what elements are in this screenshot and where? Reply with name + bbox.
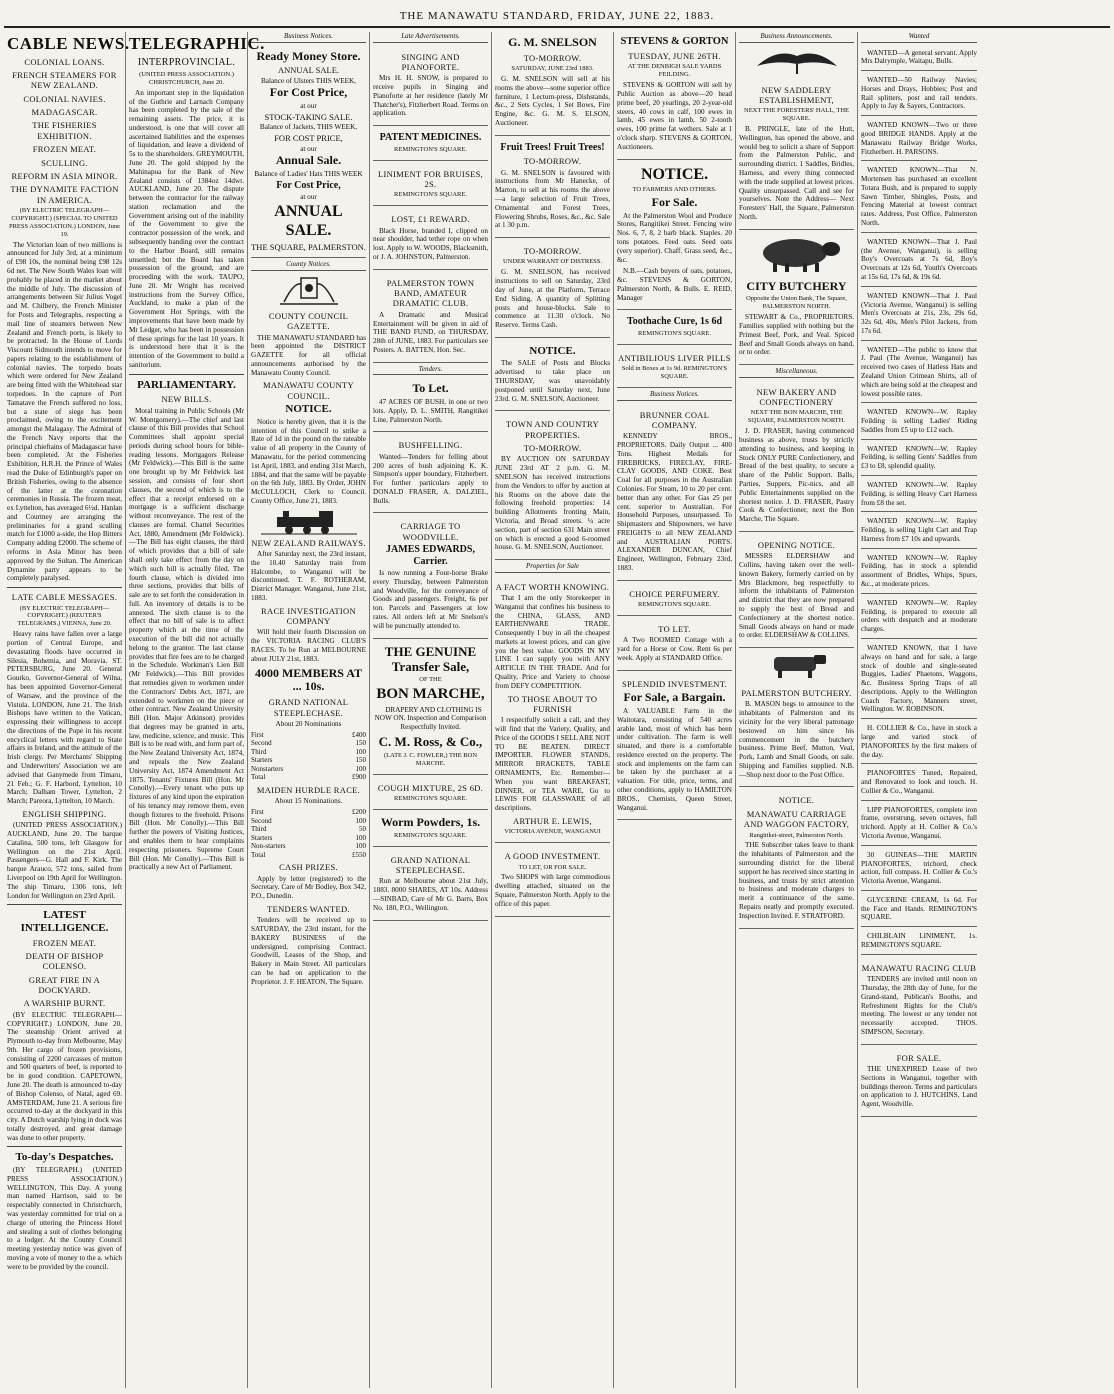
ad-sub: REMINGTON'S SQUARE. [394,191,467,199]
table-cell: Starters [251,833,273,842]
hurdle-heading: MAIDEN HURDLE RACE. [256,784,361,795]
heading-frozen-meat: FROZEN MEAT. [32,144,97,155]
ad-heading: TO LET. [658,624,691,635]
table-row [251,765,366,774]
race-heading: RACE INVESTIGATION COMPANY [261,605,356,627]
table-row [251,834,366,843]
ad-title: NOTICE. [640,165,709,183]
ad-sub: OF THE [419,676,442,684]
wanted-item: GLYCERINE CREAM, 1s 6d. For the Face and Hands. REMINGTON'S SQUARE. [861,893,977,927]
column-heading: Business Notices. [251,32,366,43]
new-bills-heading: NEW BILLS. [161,394,212,405]
ad-sub: REMINGTON'S SQUARE. [638,601,711,609]
ad-heading: MANAWATU RACING CLUB [861,962,977,973]
english-shipping-body: (UNITED PRESS ASSOCIATION.) AUCKLAND, June 20. The barque Catalina, 500 tons, left Glasgow for Wellington on the 21st April. Passengers—G. Hall and F. Kirk. The barque Arauco, 572 tons, sailed from Liverpool on 19th April for Wellington. The ship Timaru, 1306 tons, left London for Wellington on 23rd April. [7,821,122,900]
table-cell: 50 [359,825,366,834]
ad-heading: TO-MORROW. [523,443,582,454]
bushfelling-ad [373,434,488,513]
ad-body: That I am the only Storekeeper in Wanganui that confines his business to the CHINA, GLASS, AND EARTHENWARE TRADE. Consequently I buy in all the cheapest markets at lowest prices, and can give you the best value. GOODS IN MY LINE I can supply you with ANY ARTICLE IN THE TRADE. And for Quality, Price and Variety to choose from DEFY COMPETITION. [495,593,610,690]
coal-ad [617,404,732,581]
table-cell: £900 [352,773,366,782]
ad-title: Fruit Trees! Fruit Trees! [500,141,605,153]
ad-body: A Two ROOMED Cottage with a yard for a Horse or Cow. Rent 6s per week. Apply at STANDARD Office. [617,636,732,663]
ad-body: DRAPERY AND CLOTHING IS NOW ON. Inspection and Comparison Respectfully Invited. [374,705,487,732]
ad-heading: ARTHUR E. LEWIS, [513,815,592,826]
ad-heading: COUGH MIXTURE, 2S 6D. [377,782,484,793]
ad-body: 47 ACRES OF BUSH, in one or two lots. Apply, D. L. SMITH, Rangitikei Line, Palmerston North. [373,398,488,424]
table-cell: 150 [355,739,366,748]
wanted-item: WANTED KNOWN—W. Rapley Feilding, is selling Heavy Cart Harness from £8 the set. [861,478,977,512]
heading-madagascar: MADAGASCAR. [31,107,98,118]
table-row [251,773,366,782]
gns-shares-ad [373,849,488,921]
toothache-ad [617,312,732,344]
ad-body: Is now running a Four-horse Brake every Thursday, between Palmerston and Woodville, for the conveyance of Goods and passengers. Freight, 6s per ton. Parcels and Passengers at low rates. All orders left at Mr Snelson's will be punctually attended to. [373,569,488,630]
ad-sub: VICTORIA AVENUE, WANGANUI [504,828,601,836]
perfumery-ad [617,583,732,616]
table-row [251,731,366,740]
miscellaneous-heading: Miscellaneous. [739,367,854,378]
table-cell: Starters [251,756,273,765]
ad-line: Annual Sale. [275,153,342,168]
ad-line: Balance of Ladies' Hats THIS WEEK [254,170,363,179]
ad-body: THE Subscriber takes leave to thank the inhabitants of Palmerston and the surrounding district for the liberal support he has received since starting in business, and trusts by strict attention to business and moderate charges to merit a continuance of the same. Repairs neatly and promptly executed. Inspection Invited. F. STRATFORD. [739,841,854,920]
railways-body: After Saturday next, the 23rd instant, the 10.40 Saturday train from Halcombe, to Wanganui will be discontinued. T. F. ROTHERAM, District Manager. Wanganui, June 21st, 1883. [251,550,366,602]
ad-line: STOCK-TAKING SALE. [264,112,353,123]
ad-body: Mrs H. H. SNOW, is prepared to receive pupils in Singing and Pianoforte at her residence (lately Mr Thatcher's), Fitzherbert Road. Terms on application. [373,74,488,118]
band-ad [373,272,488,363]
ad-body: G. M. SNELSON is favoured with instructions from Mr Hanecke, of Marton, to sell at his rooms the above—a large selection of Fruit Trees, Ornamental and Forest Trees, Flowering Shrubs, Roses, &c., &c. Sale at 1 30 p.m. [495,168,610,230]
ad-heading: LOST, £1 REWARD. [391,214,470,225]
ad-title: PATENT MEDICINES. [379,132,482,144]
ad-body: Run at Melbourne about 21st July, 1883. 8000 SHARES, AT 10s. Address—SINBAD, Care of Mr G. Barrs, Box No. 180, P.O., Wellington. [373,877,488,912]
race-body: Will hold their fourth Discussion on the VICTORIA RACING CLUB'S RACES. To be Run at MELBOURNE about JULY 21st, 1883. [251,628,366,663]
liver-pills-ad [617,347,732,388]
heading-colonial-navies: COLONIAL NAVIES. [23,93,106,104]
parliamentary-heading: PARLIAMENTARY. [137,378,236,391]
city-butchery-ad [739,276,854,366]
table-cell: Third [251,747,267,756]
ad-line: FOR COST PRICE, [274,133,343,144]
table-cell: Second [251,739,272,748]
ad-heading: SPLENDID INVESTMENT. [621,678,727,689]
column-business-notices [248,32,370,1388]
ready-money-store-ad [251,46,366,259]
ad-heading: ANNUAL SALE. [277,65,340,76]
ad-body: I respectfully solicit a call, and they will find that the Variety, Quality, and Price of the GOODS I SELL ARE NOT TO BE BEATEN. DIRECT IMPORTER. FLOWER STANDS, MIRROR BRACKETS, TABLE ORNAMENTS, Etc. Remember—When you want BREAKFAST, DINNER, or TEA WARE, Go to LEWIS FOR GLASSWARE of all descriptions. [495,716,610,813]
late-cable-body: Heavy rains have fallen over a large portion of Central Europe, and devastating floods have occurred in Silesia, Bohemia, and Moravia. ST. PETERSBURG, June 20. General Gourko, Governor-General of Wilna, has been appointed Governor-General of Warsaw, and the province of the Vistula. LONDON, June 21. The Irish Bishops have written to the Vatican, expressing their willingness to accept the directions of the Pope in his recent encyclical letters with regard to State affairs in Ireland, and the attitude of the Irish clergy. Per Merchants' Shipping and Underwriters' Association we are advised that Ganymede from Timaru, 21 Feb.; G. F. Harbord, Lyttelton, 10 March; Dalham Tower, Lyttelton, 2 March; Pareora, Lyttelton, 10 March. [7,630,122,806]
divider [7,1146,122,1147]
table-row [251,851,366,860]
bon-marche-ad [373,641,488,775]
ad-line: Balance of Ulsters THIS WEEK, [261,76,356,85]
late-cable-credit: (BY ELECTRIC TELEGRAPH—COPYRIGHT.) (REUTER'S TELEGRAMS.) VIENNA, June 20. [17,604,112,628]
table-cell: First [251,730,264,739]
ad-sub: REMINGTON'S SQUARE. [638,329,711,337]
wanted-item: WANTED KNOWN—That J. Paul (the Avenue, Wanganui), is selling Boy's Overcoats at 7s 6d, Boy's Overcoats at 12s 6d, Youth's Overcoats at 15s 6d, 17s 6d, & 19s 6d. [861,235,977,287]
column-stevens-gorton [614,32,736,1388]
ad-line: at our [300,102,317,111]
ad-sub: TO LET, OR FOR SALE. [518,863,587,871]
divider [129,374,244,375]
racing-club-ad [861,957,977,1045]
heading-dynamite: THE DYNAMITE FACTION IN AMERICA. [10,184,119,205]
ad-body: MESSRS ELDERSHAW and Collins, having taken over the well-known Bakery, formerly carried on by Mrs Blackmore, beg respectfully to inform the inhabitants of Palmerston and district that they are now prepared to supply the best of Bread and Confectionery at the shortest notice. Small Goods always on hand or made to order. ELDERSHAW & COLLINS. [739,552,854,640]
heading-french-steamers: FRENCH STEAMERS FOR NEW ZEALAND. [12,70,117,91]
ad-heading: TOWN AND COUNTRY PROPERTIES. [506,419,599,440]
wanted-item: WANTED KNOWN—W. Rapley Feilding, is selling Gents' Saddles from £3 to £8, splendid quality. [861,442,977,476]
table-cell: 100 [355,816,366,825]
gns-nominations: About 20 Nominations [275,719,342,728]
carriage-factory-ad [739,789,854,928]
wanted-item: LIPP PIANOFORTES, complete iron frame, overstrung, seven octaves, full trichord. Apply at H. Collier & Co.'s Victoria Avenue, Wanganui. [861,803,977,846]
table-row [251,842,366,851]
carrier-ad [373,515,488,638]
wanted-item: WANTED—A general servant. Apply Mrs Dalrymple, Waitapu, Bulls. [861,46,977,72]
fruit-trees-ad [495,138,610,238]
ad-sub: Sold in Boxes at 1s 9d. REMINGTON'S SQUARE. [621,365,728,381]
wanted-item: WANTED KNOWN, that I have always on hand and for sale, a large stock of double and single-seated Buggies, Ladies' Phaetons, Waggons, &c. Business Spring Traps of all descriptions. Apply to the Wellington Coach Factory, Manners street, Wellington. W. ROBINSON. [861,641,977,719]
ad-heading: ANTIBILIOUS LIVER PILLS [618,352,731,363]
ad-heading: OPENING NOTICE. [757,539,836,550]
ad-line: For Cost Price, [269,85,348,100]
ad-line: Balance of Jackets, THIS WEEK, [259,123,358,132]
cow-icon [762,651,832,679]
ad-body: STEWART & Co., PROPRIETORS. Families supplied with nothing but the Primest Beef, Pork, and Veal. Spiced Beef and Small Goods always on hand, or to order. [739,313,854,357]
despatches-heading: To-day's Despatches. [15,1151,114,1164]
farmers-notice-ad [617,162,732,311]
ad-title: Worm Powders, 1s. [380,815,481,830]
ad-sub: (LATE J. C. FOWLER,) THE BON MARCHE. [383,751,478,767]
ad-title: G. M. SNELSON [508,35,597,49]
liniment-ad [373,163,488,207]
saddlery-ad [739,79,854,230]
ad-sub: Opposite the Union Bank, The Square, PALMERSTON NORTH. [746,295,847,311]
table-row [251,825,366,834]
ad-line: For Cost Price, [276,179,341,191]
ad-heading: TO-MORROW. [523,246,582,257]
notice-body: Notice is hereby given, that it is the intention of this Council to strike a Rate of 1d in the pound on the rateable value of all property in the County of Manawatu, for the period commencing 1st April, 1883, and ending 31st March, 1884, and that the same will be payable on the 6th July, 1883. By Order, JOHN McCULLOCH, Clerk to Council. County Office, June 21, 1883. [251,417,366,505]
tenders-body: Tenders will be received up to SATURDAY, the 23rd instant, for the BAKERY BUSINESS of the undersigned, comprising Contract. Goodwill, Leases of the Shop, and Bakery in Main Street. All particulars can be had on application to the Proprietor. J. F. HEATON, The Square. [251,916,366,986]
telegraphic-title: TELEGRAPHIC. [129,34,265,53]
table-cell: 100 [355,833,366,842]
cable-body: The Victorian loan of two millions is announced for July 3rd, at a minimum of £98 10s, the nominal being £98 12s 6d net. The New South Wales loan will probably be placed in the market about the middle of July. The discussion of arrangements between Sir Julius Vogel and M. Chilbery, the French Minister for Posts and Telegraphs, respecting a mail line of steamers between New Zealand and French ports, is likely to be protracted. In the House of Lords Viscount Sidmouth intends to move for papers relating to the establishment of colonial navies. The torpedo boats which were ordered for New Zealand are being fitted with the Whitehead star torpedoes. In the capture of Port Tamatave the French suffered no loss, but a state of siege has been proclaimed, owing to the excitement amongst the Malagasy. The Admiral of the French Navy reports that the principal chieftains of Madagascar have been completed. At the Fisheries Exhibition, H.R.H. the Prince of Wales read the Duke of Edinburgh's paper on British Fisheries, owing to the absence of the latter at the coronation ceremonies in Russia. The frozen meat, ex Lyttelton, has averaged 6½d. Hanlan and Courtney are arranging the preliminaries for a grand sculling match for £1000 a-side, the Hop Bitters Company adding £2000. The scheme of reforms in Asia Minor has been approved by the Sultan. The American Dynamite party appears to be completely paralysed. [7,240,122,583]
table-cell: Total [251,773,266,782]
gns-heading: GRAND NATIONAL STEEPLECHASE. [268,697,349,718]
notice-ad [495,340,610,412]
latest-intelligence-heading: LATEST INTELLIGENCE. [20,909,109,934]
ad-body: Two SHOPS with large commodious dwelling attached, situated on the Square, Palmerston North. Apply to the office of this paper. [495,873,610,908]
wanted-item: WANTED KNOWN—Two or three good BRIDGE HANDS. Apply at the Manawatu Railway Bridge Works, Fitzherbert. H. PARSONS. [861,118,977,161]
late-cable-heading: LATE CABLE MESSAGES. [11,592,118,603]
interprovincial-body: An important step in the liquidation of the Guthrie and Larnach Company has been completed by the sale of the remaining assets. The price, it is understood, is one that will cover all ascertained liabilities and the expenses of liquidation, and leave a dividend of 5s to the shareholders. GREYMOUTH, June 20. The gold shipped by the Mahinapua for the Bank of New Zealand consists of 1384oz 14dwt. AUCKLAND, June 20. The dispute between the contractor for the railway station reclamation and the Government arising out of the inability of the Government to give the contractor possession of the work, and subsequently handing over the contract to the Harbor Board, still remains unsettled; but the Board has taken possession of the ground, and are proceeding with the work. TAUPO, June 20. Mr Wright has received instructions from the Survey Office, Auckland, to make a plan of the Government Hot Springs, with the improvements that have been made by Mr Ledger, who has been in possession of these springs for the last 10 years. It is understood here that it is the intention of the Government to build a sanitorium. [129,88,244,369]
hurdle-prize-table [251,808,366,859]
interprovincial-heading: INTERPROVINCIAL. [137,56,236,68]
ad-body: B. PRINGLE, late of the Hutt, Wellington, has opened the above, and would beg to solicit a share of Support from the Palmerston Public, and surrounding district. 1 Saddles, Bridles, Harness, and every thing connected with the trade supplied at lowest prices. Quality unsurpassed. Call and see for yourselves. Note the Address— Next Foresters' Hall, the Square, Palmerston North. [739,125,854,221]
tenders-heading: Tenders. [373,365,488,376]
heading-colonial-loans: COLONIAL LOANS. [24,56,105,67]
wanted-item: WANTED KNOWN—W. Rapley Feilding, has in stock a splendid assortment of Bridles, Whips, Spurs, &c., at moderate prices. [861,551,977,594]
stevens-gorton-ad [617,32,732,160]
gazette-body: THE MANAWATU STANDARD has been appointed the DISTRICT GAZETTE for all official announcements authorised by the Manawatu County Council. [251,333,366,377]
ad-heading: LINIMENT FOR BRUISES, 2S. [377,168,484,189]
ad-title: For Sale, a Bargain. [623,690,726,705]
investment-ad [495,845,610,916]
ad-body: Black Horse, branded I, clipped on near shoulder, had tether rope on when lost. Apply to W. WOODS, Blacksmith, or J. A. JOHNSTON, Palmerston. [373,226,488,261]
ad-body: At the Palmerston Wool and Produce Stores, Rangitikei Street. Fencing wire Nos. 6, 7, 8, 2 barb black. Staples. 20 tons potatoes. Feed oats. Seed oats (very superior). Chaff. Grass seed, &c., &c. [617,211,732,264]
ad-title: BON MARCHE, [376,686,485,703]
wanted-item: WANTED KNOWN—W. Rapley Feilding, is prepared to execute all orders with despatch and at moderate charges. [861,596,977,639]
ad-heading: NEW BAKERY AND CONFECTIONERY [756,386,837,408]
ad-sub: AT THE DENBIGH SALE YARDS FEILDING. [627,63,722,79]
ad-heading: NOTICE. [778,795,815,806]
wanted-item: H. COLLIER & Co., have in stock a large and varied stock of PIANOFORTES by the first makers of the day. [861,721,977,764]
ad-body: B. MASON begs to announce to the inhabitants of Palmerston and its vicinity for the very liberal patronage bestowed on him since his commencement in the butchery business. Prime Beef, Mutton, Veal, Pork, Lamb and Small Goods, on sale. Shipping and Families supplied. N.B.—Shop next door to the Post Office. [739,700,854,779]
ad-heading: A GOOD INVESTMENT. [504,851,601,862]
ad-sub: TO FARMERS AND OTHERS. [632,185,717,193]
ad-body: KENNEDY BROS., PROPRIETORS. Daily Output ... 400 Tons. Highest Medals for FIREBRICKS, FIRECLAY, FIRE-CLAY GOODS, AND COKE. Best Coal for all purposes in the Australian Colonies. For Steam, 10 to 20 per cent. better than any other. For Gas 25 per cent. superior to Australian. For Household Purposes, unsurpassed. To Shipmasters and Shipowners, we have FREIGHTS to all NEW ZEALAND and AUSTRALIAN PORTS. ALEXANDER DUNCAN, Chief Engineer, Wellington, February 23rd, 1883. [617,432,732,573]
table-row [251,756,366,765]
ad-sub: REMINGTON'S SQUARE. [394,795,467,803]
ad-heading: A FACT WORTH KNOWING. [495,581,610,592]
ad-heading: CHOICE PERFUMERY. [629,588,720,599]
town-country-ad [495,413,610,560]
column-wanted [858,32,980,1388]
wanted-item: CHILBLAIN LINIMENT, 1s. REMINGTON'S SQUARE. [861,929,977,955]
table-cell: First [251,807,264,816]
county-notices-heading: County Notices. [251,260,366,271]
table-row [251,808,366,817]
table-cell: £550 [352,850,366,859]
table-cell: 100 [355,747,366,756]
hurdle-nominations: About 15 Nominations. [274,797,343,806]
ad-title: To Let. [412,381,449,396]
ad-title: For Sale. [651,194,698,209]
worm-powders-ad [373,812,488,847]
bakery-ad [739,381,854,532]
column-cable-news [4,32,130,1388]
table-cell: £200 [352,807,366,816]
ad-heading: SINGING AND PIANOFORTE. [401,51,460,72]
ad-sub: REMINGTON'S SQUARE. [394,831,467,839]
latest-body: (BY ELECTRIC TELEGRAPH—COPYRIGHT.) LONDON, June 20. The steamship Orient arrived at Plymouth to-day from Melbourne, May 9th. Her cargo of frozen provisions, consisting of 2200 carcasses of mutton and 500 quarters of beef, is reported to be in good condition. CAPETOWN, June 20. The death is announced to-day of Bishop Colenso, of Natal, aged 69. AMSTERDAM, June 21. A serious fire occurred to-day at the dockyard in this city. A Dutch warship lying in dock was totally destroyed, and great damage was done to other property. [7,1010,122,1142]
wanted-item: WANTED—The public to know that J. Paul (The Avenue, Wanganui) has received two cases of Hatless Hats and Zealand Union Crimean Shirts, all of which are being sold at the cheapest and lowest possible rates. [861,343,977,404]
gns-prize-table [251,731,366,782]
table-cell: 100 [355,764,366,773]
singing-ad [373,46,488,127]
ad-heading: GRAND NATIONAL STEEPLECHASE. [390,854,471,876]
sheep-icon [749,233,845,273]
fact-ad [495,576,610,844]
ad-title: C. M. Ross, & Co., [378,733,483,749]
column-snelson [492,32,614,1388]
wanted-item: WANTED KNOWN—W. Rapley Feilding is selling Ladies' Riding Saddles from £5 up to £12 each. [861,405,977,439]
cash-prizes-body: Apply by letter (registered) to the Secretary. Care of Mr Bodley, Box 342, P.O., Dunedin. [251,874,366,901]
ad-body: G. M. SNELSON will sell at his rooms the above—some superior office furniture, 1 Lecturn-press, Dishstands, &c., 2 Sets Cycles, 1 Set Bows, Fire Engine, &c. G. M. S. ELSON, Auctioneer. [495,75,610,127]
table-cell: Second [251,816,272,825]
ad-heading: NEW SADDLERY ESTABLISHMENT, [759,84,834,105]
lease-for-sale-ad [861,1047,977,1117]
coat-of-arms-icon [274,274,344,308]
ad-heading: MANAWATU CARRIAGE AND WAGGON FACTORY, [743,808,850,830]
wanted-item: WANTED KNOWN—W. Rapley Feilding, is selling Light Cart and Trap Harness from £7 10s and upwards. [861,514,977,548]
lost-ad [373,208,488,269]
council-heading: MANAWATU COUNTY COUNCIL. [263,380,354,401]
snelson-ad [495,32,610,136]
ad-title: THE GENUINE Transfer Sale, [384,643,477,674]
ad-line: at our [300,144,317,153]
column-late-advertisements [370,32,492,1388]
table-cell: Total [251,850,266,859]
ad-body: BY AUCTION ON SATURDAY JUNE 23rd AT 2 p.m. G. M. SNELSON has received instructions from the Vendors to offer by auction at his Rooms on the above date the following freehold properties: 14 building Allotments fronting Main, Victoria, and Broad streets. ¼ acre section, part of section 631 Main street on which is erected a good 6-roomed house. G. M. SNELSON, Auctioneer. [495,455,610,552]
table-row [251,748,366,757]
column-heading: Business Announcements. [739,32,854,43]
masthead: THE MANAWATU STANDARD, FRIDAY, JUNE 22, 1883. [4,6,1110,28]
table-cell: Third [251,825,267,834]
ad-heading: TO-MORROW. [523,52,582,63]
ad-heading: TO-MORROW. [523,156,582,167]
ad-title: Ready Money Store. [256,48,361,63]
heading-fisheries: THE FISHERIES EXHIBITION. [32,120,97,141]
ad-body: N.B.—Cash buyers of oats, potatoes, &c. STEVENS & GORTON, Palmerston North, & Bulls. E. REID, Manager [617,267,732,302]
ad-title: Toothache Cure, 1s 6d [626,316,722,328]
column-heading: Wanted [861,32,977,43]
cable-news-title: CABLE NEWS. [7,34,130,53]
palmerston-butchery-ad [739,682,854,787]
ad-sub: UNDER WARRANT OF DISTRESS. [502,258,603,266]
cottage-to-let-ad [617,618,732,671]
opening-notice-ad [739,534,854,648]
table-cell: £400 [352,730,366,739]
bargain-ad [617,673,732,821]
railways-heading: NEW ZEALAND RAILWAYS. [251,537,366,548]
ad-line: THE SQUARE, PALMERSTON. [251,241,366,252]
wanted-item: WANTED—50 Railway Navies; Horses and Drays, Hobbies; Post and Rail splitters, post and rail tenders. Apply to Jay & Sayers, Contractors. [861,73,977,116]
ad-heading: PALMERSTON TOWN BAND, AMATEUR DRAMATIC CLUB. [386,277,475,309]
ad-body: The SALE of Posts and Blocks advertised to take place on THURSDAY, was unavoidably postponed until Saturday next, June 23rd. G. M. SNELSON, Auctioneer. [495,359,610,403]
heading-reform: REFORM IN ASIA MINOR. [11,170,118,181]
ad-heading: CARRIAGE TO WOODVILLE. [400,521,461,542]
tenders-heading: TENDERS WANTED. [267,903,350,914]
ad-title: JAMES EDWARDS, Carrier. [386,544,475,567]
race-members: 4000 MEMBERS AT ... 10s. [254,665,363,694]
distress-ad [495,240,610,338]
ad-line: at our [300,193,317,202]
latest-heading-warship: A WARSHIP BURNT. [23,998,106,1009]
cash-prizes-heading: CASH PRIZES. [279,862,338,873]
ad-body: A Dramatic and Musical Entertainment will be given in aid of THE BAND FUND, on THURSDAY, 28th of JUNE, 1883. For particulars see Posters. A. BATTEN, Hon. Sec. [373,310,488,354]
latest-heading-fire: GREAT FIRE IN A DOCKYARD. [28,974,101,996]
locomotive-icon [259,509,359,535]
ad-body: J. D. FRASER, having commenced business as above, trusts by strictly attending to business, and keeping in Stock ONLY PURE Confectionery, and Bread of the best quality, to secure a share of the Public Support. Balls, Parties, Suppers, Pic-nics, and all Public Entertainments supplied on the shortest notice. J. D. FRASER, Pastry Cook & Confectioner, next the Bon Marche, The Square. [739,427,854,524]
ad-body: THE UNEXPIRED Lease of two Sections in Wanganui, together with buildings thereon. Terms and particulars on application to J. HUTCHINS, Land Agent, Woodville. [861,1065,977,1109]
table-cell: 150 [355,756,366,765]
notice-heading: NOTICE. [285,403,332,416]
cough-ad [373,777,488,810]
ad-title: STEVENS & GORTON [620,36,729,47]
latest-heading-colenso: DEATH OF BISHOP COLENSO. [25,950,104,972]
table-cell: 100 [355,842,366,851]
columns [4,32,1110,1388]
ad-sub: REMINGTON'S SQUARE. [394,145,467,153]
ad-sub: Rangitikei-street, Palmerston North. [749,831,844,839]
ad-sub: NEXT THE BON MARCHE, THE SQUARE, PALMERSTON NORTH. [747,409,846,425]
column-heading: Late Advertisements. [373,32,488,43]
saddle-icon [747,46,847,76]
properties-heading: Properties for Sale [495,562,610,573]
ad-title: CITY BUTCHERY [746,278,847,293]
ad-body: A VALUABLE Farm in the Waitotara, consisting of 540 acres arable land, most of which has been under cultivation. The farm is well situated, and there is a comfortable residence erected on the property. The stock and implements on the farm can be taken by the purchaser at a valuation. For title, price, terms, and other conditions, apply to HAMILTON BROS., Chemists, Queen Street, Wanganui. [617,706,732,812]
ad-body: TENDERS are invited until noon on Thursday, the 28th day of June, for the Grand-stand, Publican's Booths, and Refreshment Rights for the Club's meeting. The lowest or any tender not necessarily accepted. THOS. SIMPSON, Secretary. [861,975,977,1036]
ad-line: ANNUAL SALE. [274,203,343,239]
ad-heading: BUSHFELLING. [398,440,463,451]
ad-heading: TUESDAY, JUNE 26TH. [628,51,721,62]
table-cell: Non-starters [251,842,286,851]
english-shipping-heading: ENGLISH SHIPPING. [22,808,107,819]
latest-heading-frozen-meat: FROZEN MEAT. [32,937,97,948]
ad-heading: TO THOSE ABOUT TO FURNISH [507,693,598,714]
despatches-body: (BY TELEGRAPH.) (UNITED PRESS ASSOCIATION.) WELLINGTON, This Day. A young man named Harrison, said to be respectably connected in Christchurch, was yesterday committed for trial on a charge of uttering the Princess Hotel and stealing a suit of clothes belonging to a lodger. At the County Council meeting yesterday notice was given of moving a vote of money to the a. which were to be provided by the council. [7,1166,122,1271]
ad-heading: PALMERSTON BUTCHERY. [741,688,852,699]
cable-credit: (BY ELECTRIC TELEGRAPH—COPYRIGHT.) (SPECIAL TO UNITED PRESS ASSOCIATION.) LONDON, June 19. [8,207,121,238]
divider [7,587,122,588]
gazette-heading: COUNTY COUNCIL GAZETTE. [268,310,349,332]
ad-sub: NEXT THE FORESTERS' HALL, THE SQUARE. [744,107,849,123]
business-notices-heading: Business Notices. [617,390,732,401]
to-let-ad [373,378,488,432]
ad-heading: BRUNNER COAL COMPANY. [639,409,710,430]
ad-heading: FOR SALE. [896,1052,942,1063]
ad-body: G. M. SNELSON, has received instructions to sell on Saturday, 23rd day of June, at the Platform, Terrace End Siding, A quantity of Splitting posts and house-blocks. Sale to commence at 11.30 o'clock. No Reserve. Terms Cash. [495,268,610,330]
interprovincial-credit: (UNITED PRESS ASSOCIATION.) CHRISTCHURCH, June 20. [139,70,234,86]
divider [7,904,122,905]
ad-body: STEVENS & GORTON will sell by Public Auction as above—20 head prime beef, 20 yearlings, 20 2-year-old steers, 40 cows in calf, 100 ewes in lamb, 45 ewes in lamb, 50 2-tooth ewes, 100 prime fat wethers. Sale at 1 o'clock sharp. STEVENS & GORTON, Auctioneers. [617,81,732,151]
wanted-item: PIANOFORTES Tuned, Repaired, and Renovated to look and touch. H. Collier & Co., Wanganui. [861,766,977,800]
parliamentary-body: Moral training in Public Schools (Mr W. Montgomery).—The chief and last clause of this Bill provides that School Committees shall appoint special periods during school hours for bible-reading lessons. Mortgagors Release (Mr Feldwick).—This Bill is the same one brought up by Mr Feldwick last session, and consists of four short clauses, the second of which is to the effect that a receipt endorsed on a mortgage is a sufficient discharge without reconveyance. The rest of the clauses are formal. Chattel Securities Act, 1880, Amendment (Mr Feldwick).—The Bill has eight clauses, the third of which provides that a bill of sale shall only take effect from the day on which such bill is actually filed. The fourth clause, which is divided into three sections, provides that bills of sale are to set forth the consideration in full. An inventory of details is to be annexed. The sixth clause is to the effect that no bill of sale is to affect property which at the time of the execution of the bill did not actually belong to the grantor. The last clause provides that fire fees are to be charged in the Schedule. Workman's Lien Bill (Mr Feldwick).—This Bill provides that remedies given to workmen under the Contractors' Debts Act, 1871, are extended to workmen on the piece or other contract. New Zealand University Bill (Hon. Major Atkinson) provides that degrees may be granted in arts, law, medicine, science, and music. This Bill is to be read with, and form part of, the New Zealand University Act, 1874, and repeals the New Zealand University Act, 1874 Amendment Act 1875. Tenants' Fixtures Bill (Hon. Mr Conolly).—Every tenant who puts up fixtures of any kind upon the expiration of his tenancy may remove them, even though fixtures to the freehold. Prisons Bill (Hon. Mr Conolly).—This Bill further the powers of Visiting Justices, and enables them to hear complaints respecting prisoners. Supreme Court Bill (Hon. Mr Conolly).—This Bill is practically a new Act of Parliament. [129,406,244,872]
wanted-item: 30 GUINEAS—THE MARTIN PIANOFORTES, trichord, check action, full compass. H. Collier & Co.'s Victoria Avenue, Wanganui. [861,848,977,891]
table-row [251,739,366,748]
heading-sculling: SCULLING. [41,157,88,168]
table-cell: Nonstarters [251,764,284,773]
ad-heading: NOTICE. [529,344,576,357]
table-row [251,817,366,826]
wanted-item: WANTED KNOWN—That J. Paul (Victoria Avenue, Wanganui) is selling Men's Overcoats at 21s, 23s, 29s 6d, 32s 6d, 40s, Men's Pilot Jackets, from 17s 6d. [861,289,977,341]
ad-sub: SATURDAY, JUNE 23rd 1883. [511,65,594,73]
column-business-announcements [736,32,858,1388]
wanted-item: WANTED KNOWN—That N. Mortensen has purchased an excellent Totara Bush, and is prepared to supply Sawn Timber, Shingles, Posts, and Fencing Material at lowest contract rates. Address, Post Office, Palmerston North. [861,163,977,232]
ad-body: Wanted—Tenders for felling about 200 acres of bush adjoining K. K. Simpson's upper boundary, Fitzherbert. For further particulars apply to DONALD FRASER, A. DALZIEL, Bulls. [373,452,488,505]
patent-medicines-ad [373,128,488,160]
